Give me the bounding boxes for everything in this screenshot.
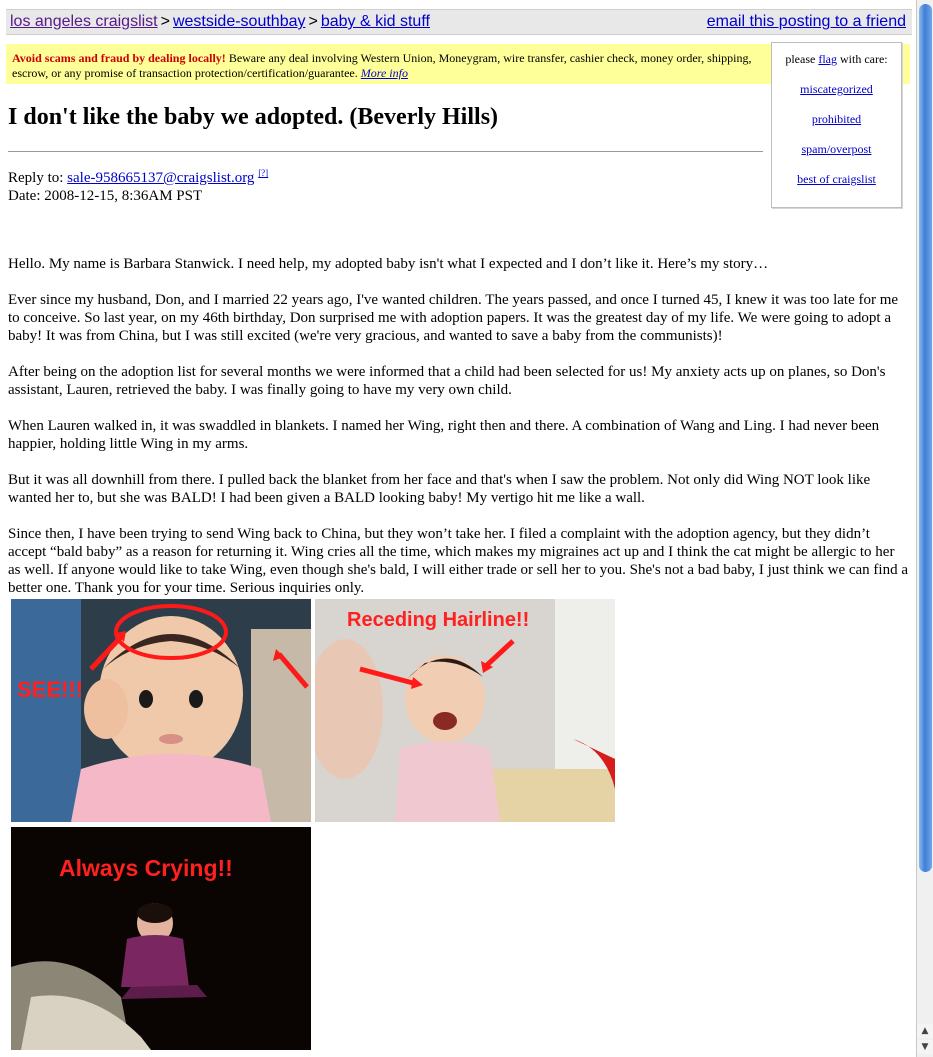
photo-caption: Receding Hairline!! [347, 609, 530, 631]
flag-box [771, 42, 902, 208]
baby-photo-illustration [315, 599, 615, 822]
breadcrumb [10, 10, 430, 34]
body-paragraph: After being on the adoption list for several months we were informed that a child had been selected for us! My anxiety acts up on planes, so Don's assistant, Lauren, retrieved the baby. I was finally going to have my very own child. [8, 364, 886, 398]
email-posting-link[interactable]: email this posting to a friend [706, 13, 906, 30]
vertical-scrollbar[interactable] [916, 0, 933, 1057]
scroll-up-arrow-icon[interactable]: ▲ [917, 1024, 933, 1038]
title-divider [8, 151, 763, 152]
posting-photo-see[interactable] [11, 599, 311, 822]
breadcrumb-category-link[interactable]: baby & kid stuff [320, 13, 430, 30]
body-paragraph: Since then, I have been trying to send Wing back to China, but they won’t take her. I filed a complaint with the adoption agency, but they didn’t accept “bald baby” as a reason for returning it. Wing cries all the time, which makes my migraines act up and I think the cat might be allergic to her as well. If anyone would like to take Wing, even though she's bald, I will either trade or sell her to you. She's not a bad baby, I just think we can find a better one. Thank you for your time. Serious inquiries only. [8, 526, 908, 596]
posting-date: Date: 2008-12-15, 8:36AM PST [8, 188, 203, 204]
posting-photo-always-crying[interactable] [11, 827, 311, 1050]
flag-heading [772, 52, 901, 67]
photo-caption: SEE!!! [17, 677, 83, 702]
breadcrumb-bar [6, 9, 912, 35]
breadcrumb-separator: > [308, 13, 318, 30]
posting-photo-receding-hairline[interactable] [315, 599, 615, 822]
flag-spam-link[interactable]: spam/overpost [801, 142, 872, 156]
breadcrumb-site-link[interactable]: los angeles craigslist [10, 13, 158, 30]
posting-meta [8, 164, 268, 205]
body-paragraph: When Lauren walked in, it was swaddled in blankets. I named her Wing, right then and there. A combination of Wang and Ling. I had never been happier, holding little Wing in my arms. [8, 418, 880, 452]
posting-title: I don't like the baby we adopted. (Beverly Hills) [8, 104, 499, 130]
reply-line [8, 164, 268, 187]
reply-email-link[interactable]: sale-958665137@craigslist.org [67, 170, 255, 186]
body-paragraph: Hello. My name is Barbara Stanwick. I need help, my adopted baby isn't what I expected and I don’t like it. Here’s my story… [8, 256, 769, 272]
scam-warning [6, 44, 766, 84]
body-paragraph: But it was all downhill from there. I pulled back the blanket from her face and that's when I saw the problem. Not only did Wing NOT look like wanted her to, but she was BALD! I had been given a BALD looking baby! My vertigo hit me like a wall. [8, 472, 871, 506]
posting-body [8, 255, 908, 615]
reply-label: Reply to: [8, 170, 68, 186]
photo-caption: Always Crying!! [59, 855, 233, 881]
flag-suffix: with care: [836, 52, 888, 66]
scroll-down-arrow-icon[interactable]: ▼ [917, 1040, 933, 1054]
more-info-link[interactable]: More info [360, 66, 408, 80]
flag-prefix: please [785, 52, 819, 66]
scrollbar-thumb[interactable] [919, 4, 932, 872]
body-paragraph: Ever since my husband, Don, and I married 22 years ago, I've wanted children. The years passed, and once I turned 45, I knew it was too late for me to conceive. So last year, on my 46th birthday, Don surprised me with adoption papers. It was the greatest day of my life. We were going to adopt a baby! It was from China, but I was still excited (we're very gracious, and wanted to save a baby from the communists)! [8, 292, 899, 344]
flag-miscategorized-link[interactable]: miscategorized [800, 82, 873, 96]
baby-photo-illustration [11, 599, 311, 822]
reply-help-link[interactable]: [?] [258, 168, 269, 178]
flag-link[interactable]: flag [818, 52, 837, 66]
breadcrumb-area-link[interactable]: westside-southbay [172, 13, 306, 30]
scam-warning-strong: Avoid scams and fraud by dealing locally! [12, 51, 226, 65]
breadcrumb-separator: > [160, 13, 170, 30]
scam-warning-text: Beware any deal involving Western Union, Moneygram, wire transfer, cashier check, money order, shipping, escrow, or any promise of transaction protection/certification/guarantee. [12, 51, 752, 80]
flag-best-of-link[interactable]: best of craigslist [797, 172, 876, 186]
flag-prohibited-link[interactable]: prohibited [811, 112, 862, 126]
